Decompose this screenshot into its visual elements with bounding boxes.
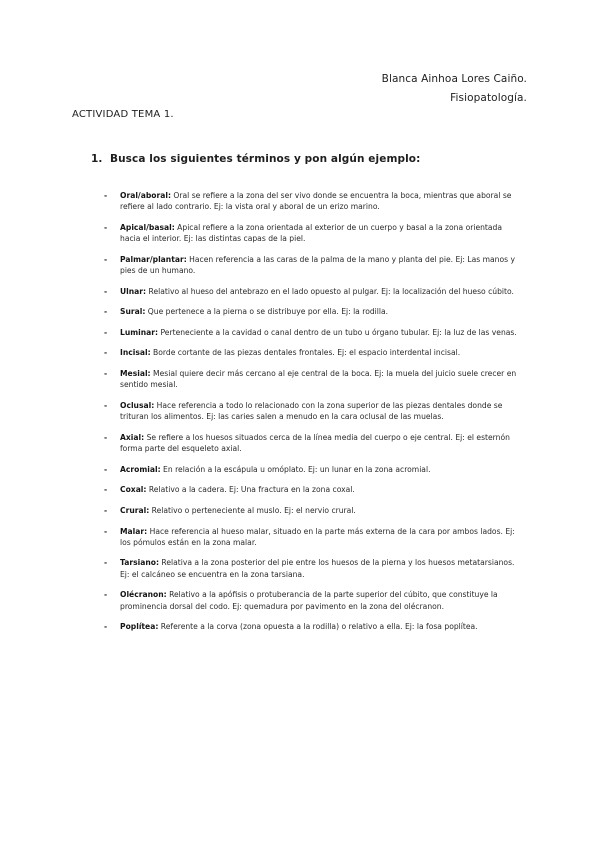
term-item — [104, 526, 524, 549]
term-definition: Hace referencia a todo lo relacionado con la zona superior de las piezas dentales donde se trituran los alimentos. Ej: las caries salen a menudo en la cara oclusal de las muelas. — [120, 400, 503, 422]
term-definition: Apical refiere a la zona orientada al exterior de un cuerpo y basal a la zona orientada hacia el interior. Ej: las distintas capas de la piel. — [120, 222, 503, 244]
term-definition: Hace referencia al hueso malar, situado en la parte más externa de la cara por ambos lados. Ej: los pómulos están en la zona malar. — [120, 526, 515, 547]
term-item — [104, 222, 524, 245]
term-list — [104, 190, 524, 642]
term-definition: Relativa a la zona posterior del pie entre los huesos de la pierna y los huesos metatarsianos. Ej: el calcáneo se encuentra en la zona tarsiana. — [120, 558, 515, 579]
term-definition: Perteneciente a la cavidad o canal dentro de un tubo u órgano tubular. Ej: la luz de las venas. — [158, 327, 517, 337]
term-definition: Se refiere a los huesos situados cerca de la línea media del cuerpo o eje central. Ej: el esternón forma parte del esqueleto axial. — [120, 432, 510, 454]
bullet-marker: - — [104, 348, 108, 358]
term-item — [104, 464, 524, 475]
term-name: Luminar: — [120, 327, 159, 337]
term-definition: Hacen referencia a las caras de la palma de la mano y planta del pie. Ej: Las manos y pies de un humano. — [120, 254, 515, 276]
term-item — [104, 254, 524, 277]
term-item — [104, 190, 524, 213]
term-name: Incisal: — [120, 348, 151, 358]
bullet-marker: - — [104, 526, 108, 536]
term-name: Oclusal: — [120, 400, 155, 410]
term-definition: Relativo a la apófisis o protuberancia de la parte superior del cúbito, que constituye la prominencia dorsal del codo. Ej: quemadura por pavimento en la zona del olécranon. — [120, 590, 498, 611]
term-item — [104, 589, 524, 612]
bullet-marker: - — [104, 505, 108, 515]
term-item — [104, 306, 524, 317]
term-definition: En relación a la escápula u omóplato. Ej: un lunar en la zona acromial. — [160, 464, 431, 474]
term-definition: Oral se refiere a la zona del ser vivo donde se encuentra la boca, mientras que aboral se refiere al lado contrario. Ej: la vista oral y aboral de un erizo marino. — [120, 191, 512, 212]
term-name: Malar: — [120, 526, 148, 536]
term-item — [104, 505, 524, 516]
bullet-marker: - — [104, 327, 108, 337]
term-name: Coxal: — [120, 485, 147, 495]
bullet-marker: - — [104, 191, 108, 200]
term-name: Poplítea: — [120, 622, 159, 632]
term-item — [104, 557, 524, 580]
term-name: Axial: — [120, 432, 145, 442]
term-item — [104, 484, 524, 495]
term-definition: Mesial quiere decir más cercano al eje central de la boca. Ej: la muela del juicio suele crecer en sentido mesial. — [120, 369, 517, 390]
term-item — [104, 327, 524, 338]
question-text: Busca los siguientes términos y pon algún ejemplo: — [110, 153, 421, 165]
term-item — [104, 432, 524, 455]
term-name: Acromial: — [120, 464, 161, 474]
term-name: Apical/basal: — [120, 222, 175, 232]
term-definition: Relativo o perteneciente al muslo. Ej: el nervio crural. — [149, 505, 356, 515]
term-definition: Referente a la corva (zona opuesta a la rodilla) o relativo a ella. Ej: la fosa poplítea. — [158, 622, 478, 632]
term-item — [104, 286, 524, 297]
term-name: Palmar/plantar: — [120, 254, 187, 264]
document-header — [382, 70, 527, 108]
bullet-marker: - — [104, 432, 108, 442]
bullet-marker: - — [104, 464, 108, 474]
bullet-marker: - — [104, 558, 108, 568]
term-definition: Que pertenece a la pierna o se distribuye por ella. Ej: la rodilla. — [145, 307, 389, 317]
term-name: Mesial: — [120, 369, 151, 379]
term-name: Oral/aboral: — [120, 191, 171, 200]
bullet-marker: - — [104, 254, 108, 264]
bullet-marker: - — [104, 369, 108, 379]
bullet-marker: - — [104, 222, 108, 232]
term-name: Olécranon: — [120, 590, 167, 600]
question-heading — [91, 153, 420, 165]
bullet-marker: - — [104, 286, 108, 296]
term-definition: Relativo a la cadera. Ej: Una fractura en la zona coxal. — [146, 485, 355, 495]
term-definition: Relativo al hueso del antebrazo en el lado opuesto al pulgar. Ej: la localización del hueso cúbito. — [146, 286, 514, 296]
term-item — [104, 347, 524, 358]
bullet-marker: - — [104, 400, 108, 410]
term-name: Sural: — [120, 307, 146, 317]
term-name: Ulnar: — [120, 286, 147, 296]
term-name: Tarsiano: — [120, 558, 159, 568]
bullet-marker: - — [104, 622, 108, 632]
author-name: Blanca Ainhoa Lores Caiño. — [381, 73, 527, 85]
term-name: Crural: — [120, 505, 150, 515]
term-item — [104, 368, 524, 391]
term-item — [104, 400, 524, 423]
term-definition: Borde cortante de las piezas dentales frontales. Ej: el espacio interdental incisal. — [150, 348, 461, 358]
bullet-marker: - — [104, 307, 108, 317]
bullet-marker: - — [104, 485, 108, 495]
subject-name: Fisiopatología. — [450, 92, 527, 104]
question-number: 1. — [91, 153, 103, 165]
bullet-marker: - — [104, 590, 108, 600]
term-item — [104, 621, 524, 632]
activity-title: ACTIVIDAD TEMA 1. — [72, 109, 174, 120]
